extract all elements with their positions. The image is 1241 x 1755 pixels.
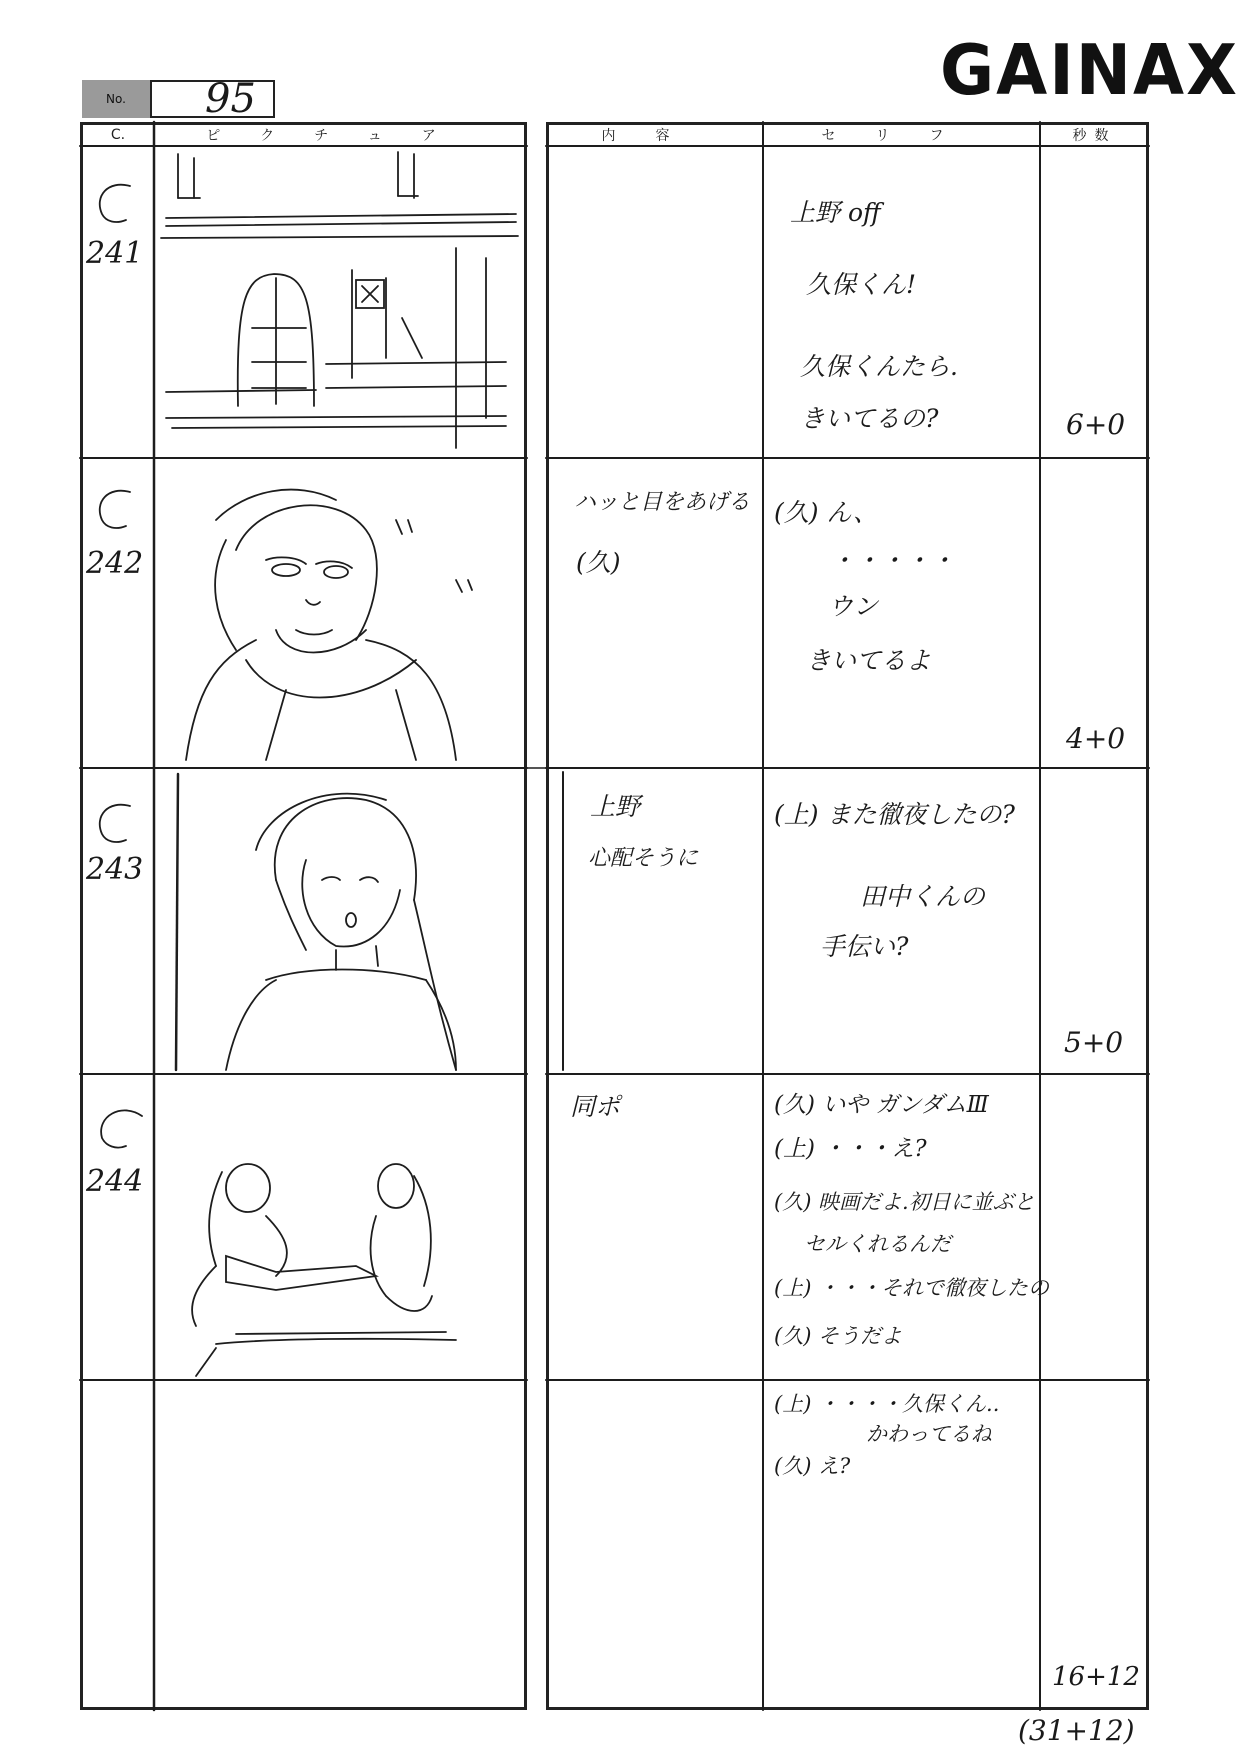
dialogue-line: (久) ん、 (774, 498, 878, 527)
storyboard-panel-244 (156, 1076, 526, 1378)
cut-seconds: 16+12 (1052, 1662, 1140, 1692)
dialogue-line: ウン (828, 592, 879, 621)
dialogue-line: (久) 映画だよ.初日に並ぶと (774, 1190, 1035, 1214)
dialogue-line: 久保くん! (806, 270, 917, 299)
cut-mark-icon (92, 1104, 152, 1154)
content-line: 同ポ (570, 1092, 621, 1121)
dialogue-line: 久保くんたら. (800, 352, 958, 381)
cut-seconds: 5+0 (1064, 1026, 1124, 1059)
header-seconds: 秒数 (1072, 128, 1117, 144)
cut-number: 244 (86, 1164, 144, 1199)
dialogue-line: (上) ・・・・久保くん.. (774, 1392, 1000, 1416)
content-line: ハッと目をあげる (574, 490, 751, 515)
page-number-label: No. (82, 80, 152, 118)
dialogue-line: セルくれるんだ (804, 1232, 951, 1256)
dialogue-line: (久) え? (774, 1454, 851, 1478)
dialogue-line: ・・・・・ (830, 546, 956, 575)
dialogue-line: (久) そうだよ (774, 1324, 903, 1348)
cut-mark-icon (90, 798, 140, 848)
header-picture: ピクチュア (206, 128, 476, 144)
dialogue-line: きいてるよ (806, 646, 932, 675)
cut-number: 243 (86, 852, 144, 887)
dialogue-line: 上野 off (790, 198, 881, 227)
page-total: (31+12) (1018, 1714, 1135, 1747)
storyboard-panel-242 (156, 460, 526, 766)
cut-mark-icon (90, 484, 140, 534)
content-line: 上野 (590, 792, 641, 821)
gainax-logo: GAINAX (940, 30, 1240, 111)
dialogue-line: 田中くんの (860, 882, 986, 911)
header-content: 内容 (601, 128, 710, 144)
dialogue-line: 手伝い? (820, 932, 909, 961)
header-dialogue: セリフ (821, 128, 984, 144)
dialogue-line: きいてるの? (800, 404, 939, 433)
storyboard-panel-241 (156, 148, 526, 456)
page-number-value: 95 (205, 76, 256, 122)
dialogue-line: (上) また徹夜したの? (774, 800, 1015, 829)
cut-seconds: 4+0 (1066, 722, 1126, 755)
cut-number: 241 (86, 236, 144, 271)
cut-mark-icon (90, 178, 140, 228)
cut-seconds: 6+0 (1066, 408, 1126, 441)
storyboard-panel-243 (156, 770, 526, 1072)
dialogue-line: (上) ・・・それで徹夜したの (774, 1276, 1050, 1300)
content-line: 心配そうに (588, 846, 699, 871)
dialogue-line: (上) ・・・え? (774, 1136, 927, 1162)
header-cut: C. (110, 127, 126, 143)
cut-number: 242 (86, 546, 144, 581)
dialogue-line: かわってるね (866, 1422, 992, 1446)
content-line: (久) (576, 548, 621, 577)
dialogue-line: (久) いや ガンダムⅢ (774, 1092, 989, 1118)
